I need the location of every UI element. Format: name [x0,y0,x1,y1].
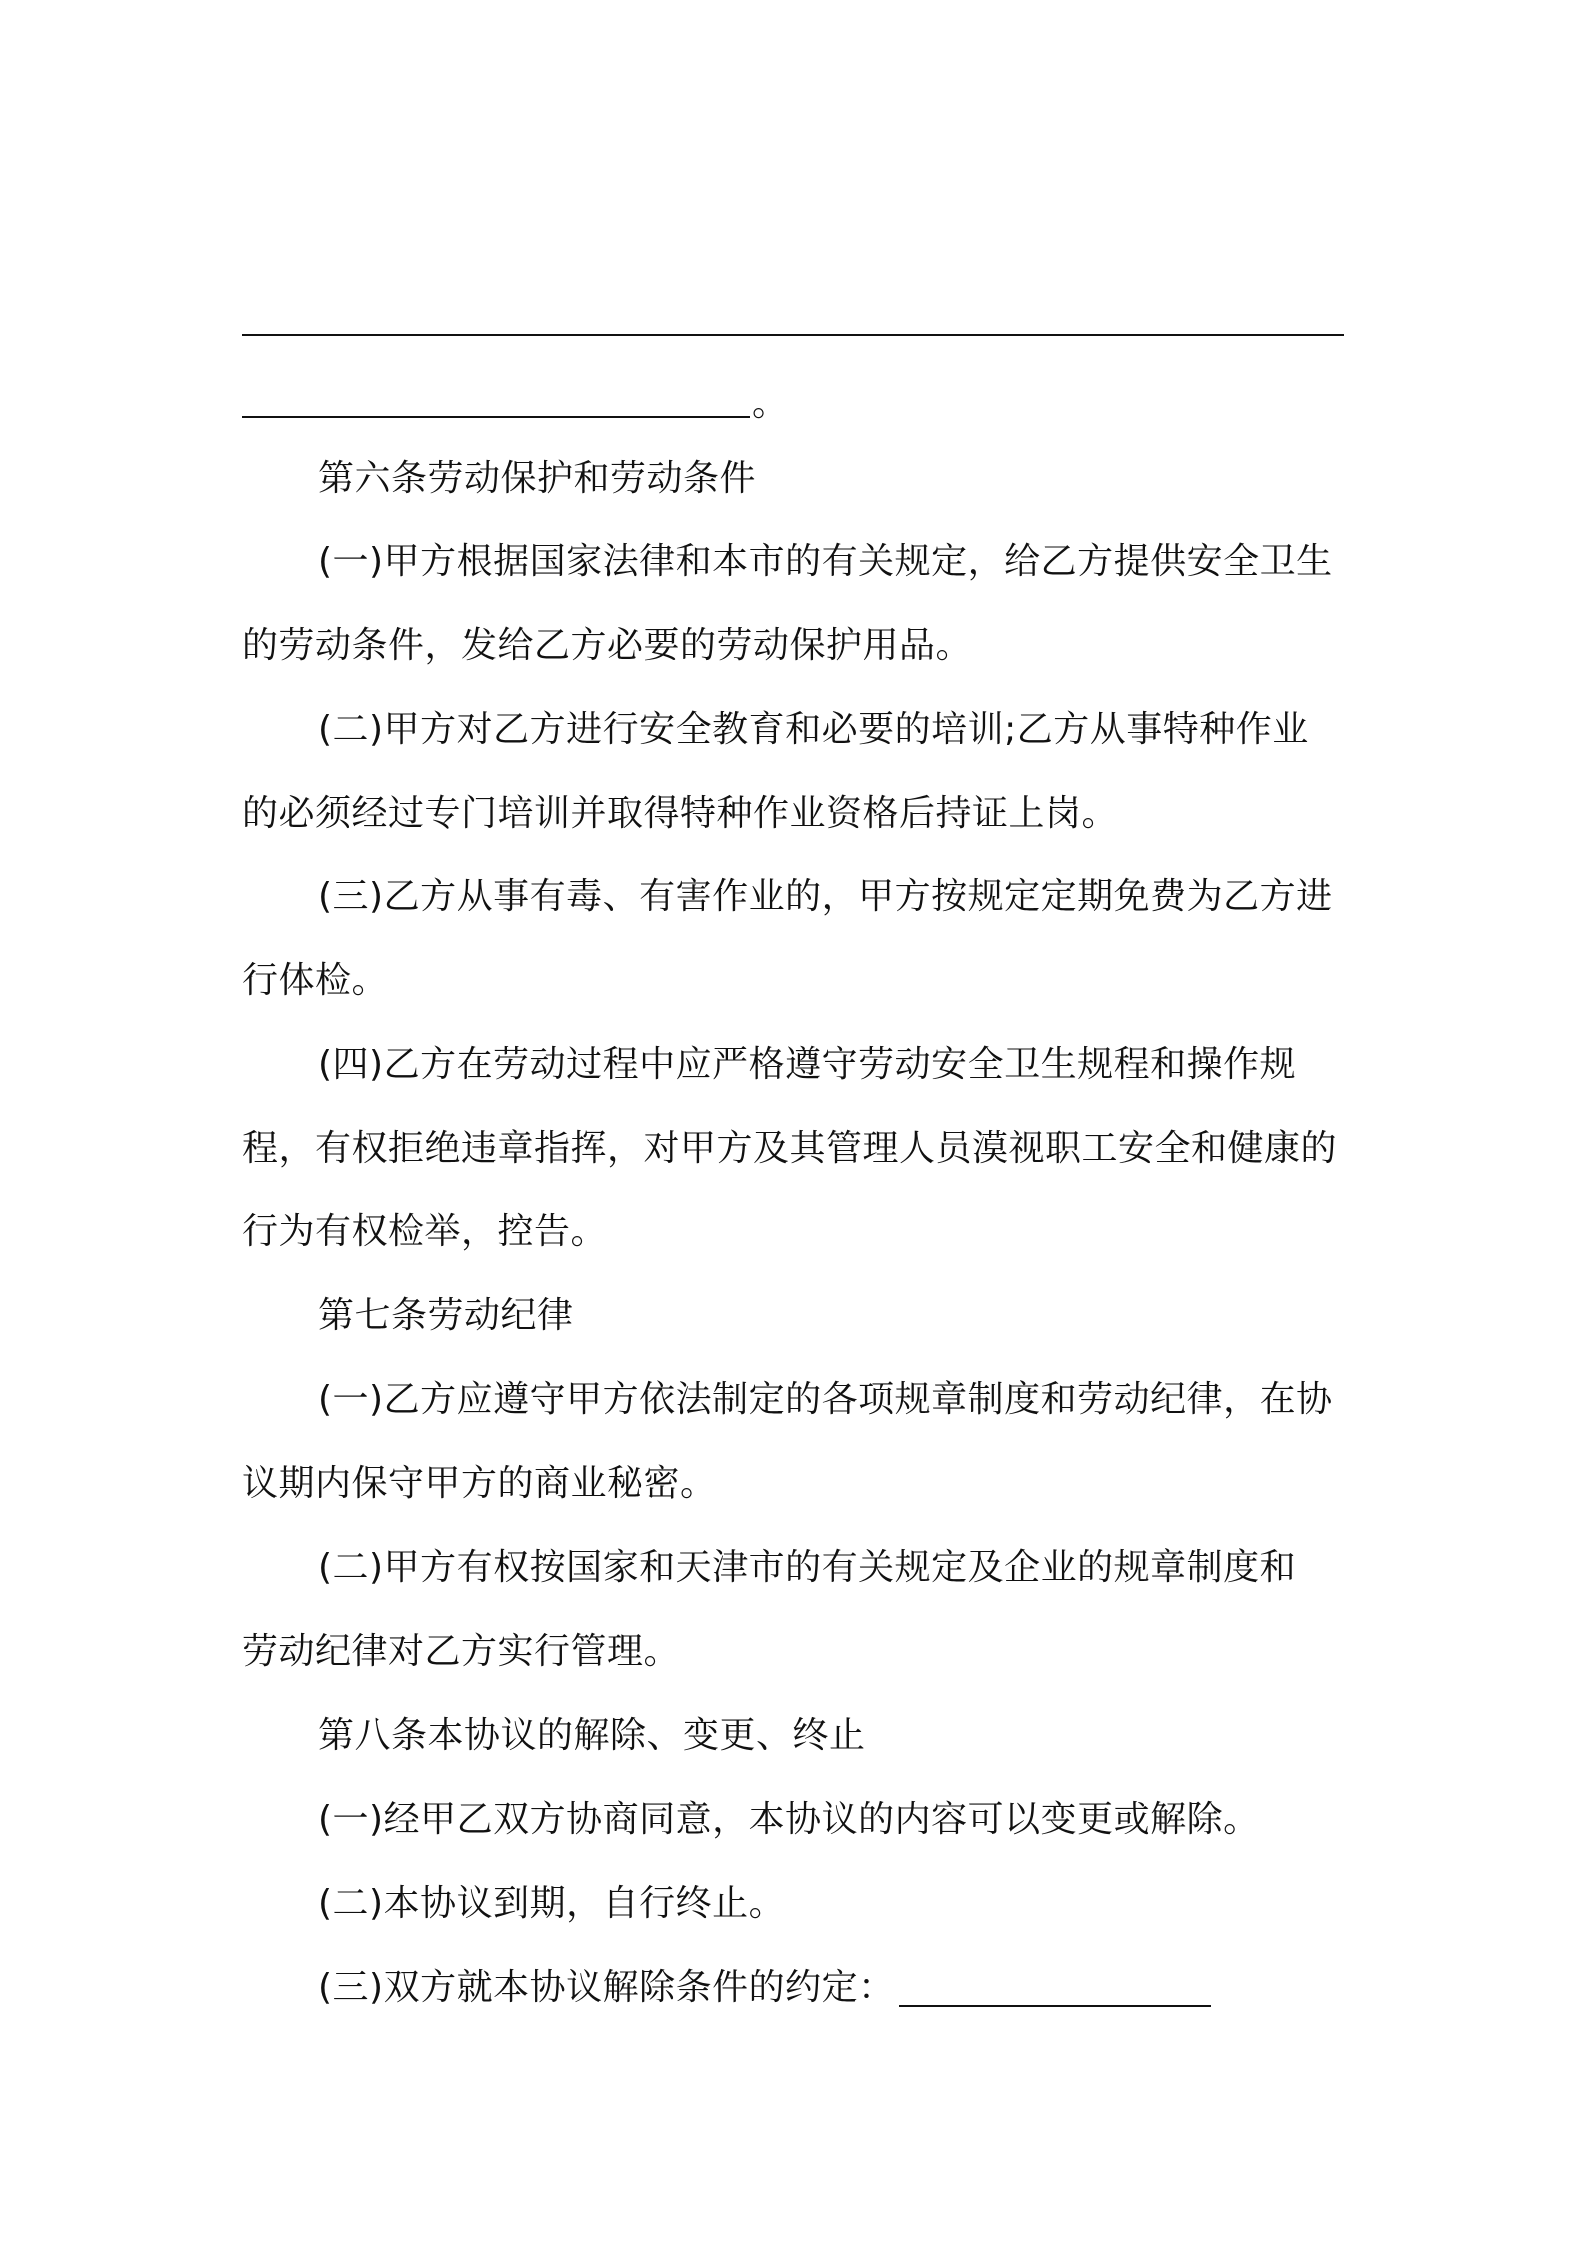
article-8-item-1: (一)经甲乙双方协商同意，本协议的内容可以变更或解除。 [318,1799,1260,1840]
article-7-item-2-line-2: 劳动纪律对乙方实行管理。 [242,1631,681,1672]
article-8-item-3-row [318,1964,1211,2012]
article-6-item-2-line-1: (二)甲方对乙方进行安全教育和必要的培训;乙方从事特种作业 [318,709,1309,750]
article-6-item-4-line-3: 行为有权检举，控告。 [242,1211,608,1252]
article-6-item-1-line-2: 的劳动条件，发给乙方必要的劳动保护用品。 [242,625,973,666]
article-6-item-3-line-2: 行体检。 [242,960,389,1001]
article-6-item-4-line-2: 程，有权拒绝违章指挥，对甲方及其管理人员漠视职工安全和健康的 [242,1128,1338,1169]
article-8-item-2: (二)本协议到期，自行终止。 [318,1883,786,1924]
article-8-item-3: (三)双方就本协议解除条件的约定： [318,1967,895,2008]
fill-in-blank-line [242,334,1344,336]
fill-in-blank-line [242,416,750,418]
article-6-heading: 第六条劳动保护和劳动条件 [318,458,757,499]
article-7-heading: 第七条劳动纪律 [318,1295,574,1336]
article-6-item-1-line-1: (一)甲方根据国家法律和本市的有关规定，给乙方提供安全卫生 [318,541,1333,582]
article-7-item-1-line-1: (一)乙方应遵守甲方依法制定的各项规章制度和劳动纪律，在协 [318,1379,1333,1420]
article-8-heading: 第八条本协议的解除、变更、终止 [318,1715,866,1756]
blank-period: 。 [752,383,789,424]
article-6-item-2-line-2: 的必须经过专门培训并取得特种作业资格后持证上岗。 [242,793,1119,834]
article-6-item-3-line-1: (三)乙方从事有毒、有害作业的，甲方按规定定期免费为乙方进 [318,876,1333,917]
article-7-item-1-line-2: 议期内保守甲方的商业秘密。 [242,1463,717,1504]
article-6-item-4-line-1: (四)乙方在劳动过程中应严格遵守劳动安全卫生规程和操作规 [318,1044,1297,1085]
article-7-item-2-line-1: (二)甲方有权按国家和天津市的有关规定及企业的规章制度和 [318,1547,1297,1588]
fill-in-blank-line [899,2005,1211,2007]
